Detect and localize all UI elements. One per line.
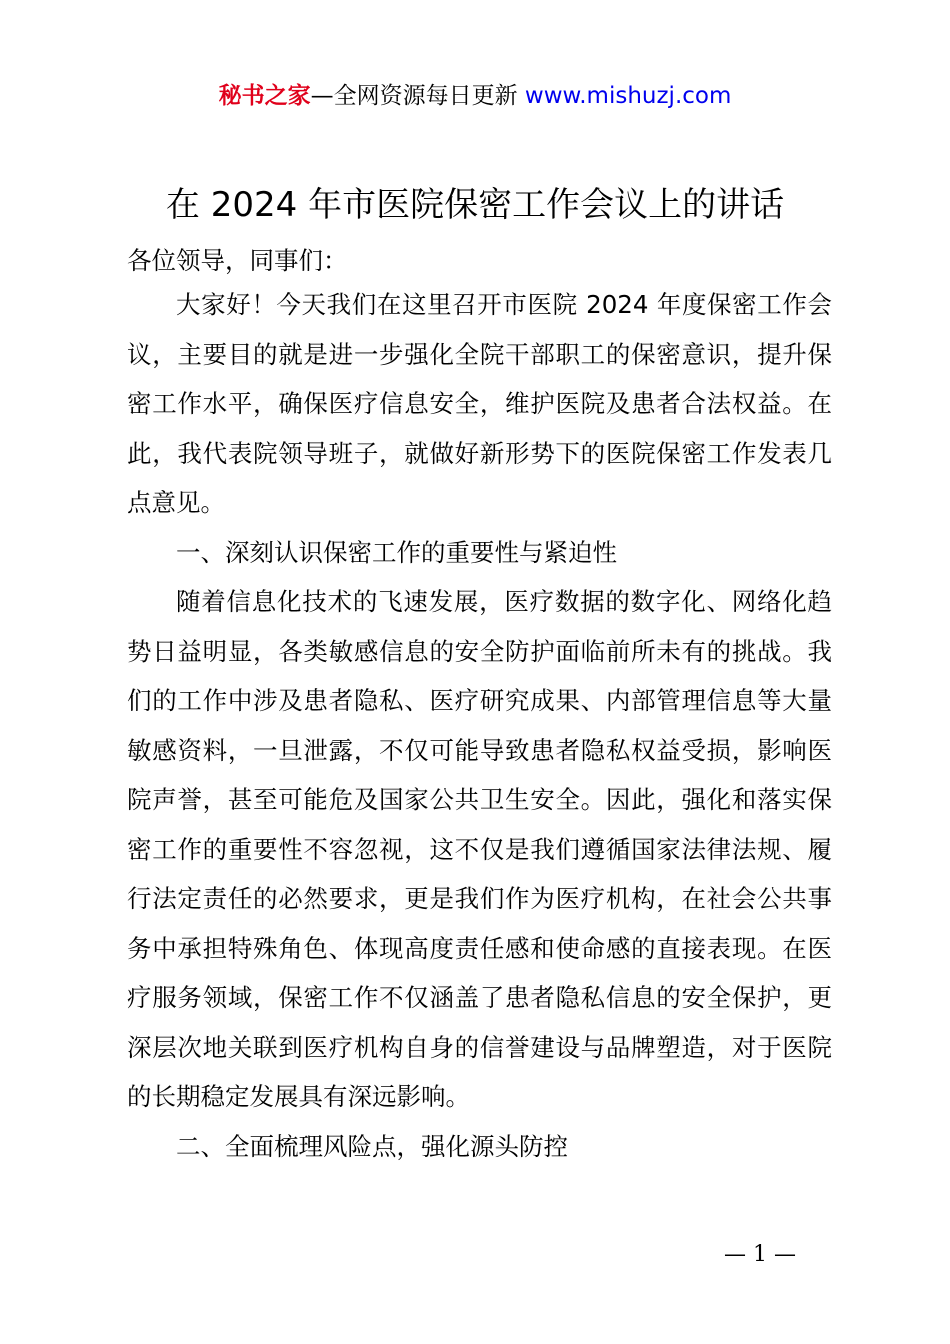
- site-header: [0, 80, 950, 112]
- header-slogan: —全网资源每日更新: [310, 83, 518, 109]
- greeting: 各位领导，同事们：: [127, 246, 348, 275]
- brand-name: 秘书之家: [218, 83, 311, 109]
- document-body: [127, 280, 832, 1171]
- intro-paragraph: 大家好！今天我们在这里召开市医院 2024 年度保密工作会议，主要目的就是进一步强化全院干部职工的保密意识，提升保密工作水平，确保医疗信息安全，维护医院及患者合法权益。在此，我代表院领导班子，就做好新形势下的医院保密工作发表几点意见。: [127, 290, 832, 517]
- section-1-heading: 一、深刻认识保密工作的重要性与紧迫性: [176, 537, 617, 567]
- section-2-heading: 二、全面梳理风险点，强化源头防控: [176, 1131, 568, 1161]
- site-url-link[interactable]: www.mishuzj.com: [524, 83, 732, 109]
- page-number: — 1 —: [724, 1242, 796, 1267]
- section-1-paragraph: 随着信息化技术的飞速发展，医疗数据的数字化、网络化趋势日益明显，各类敏感信息的安全防护面临前所未有的挑战。我们的工作中涉及患者隐私、医疗研究成果、内部管理信息等大量敏感资料，一旦泄露，不仅可能导致患者隐私权益受损，影响医院声誉，甚至可能危及国家公共卫生安全。因此，强化和落实保密工作的重要性不容忽视，这不仅是我们遵循国家法律法规、履行法定责任的必然要求，更是我们作为医疗机构，在社会公共事务中承担特殊角色、体现高度责任感和使命感的直接表现。在医疗服务领域，保密工作不仅涵盖了患者隐私信息的安全保护，更深层次地关联到医疗机构自身的信誉建设与品牌塑造，对于医院的长期稳定发展具有深远影响。: [127, 587, 832, 1111]
- document-title: 在 2024 年市医院保密工作会议上的讲话: [165, 185, 785, 225]
